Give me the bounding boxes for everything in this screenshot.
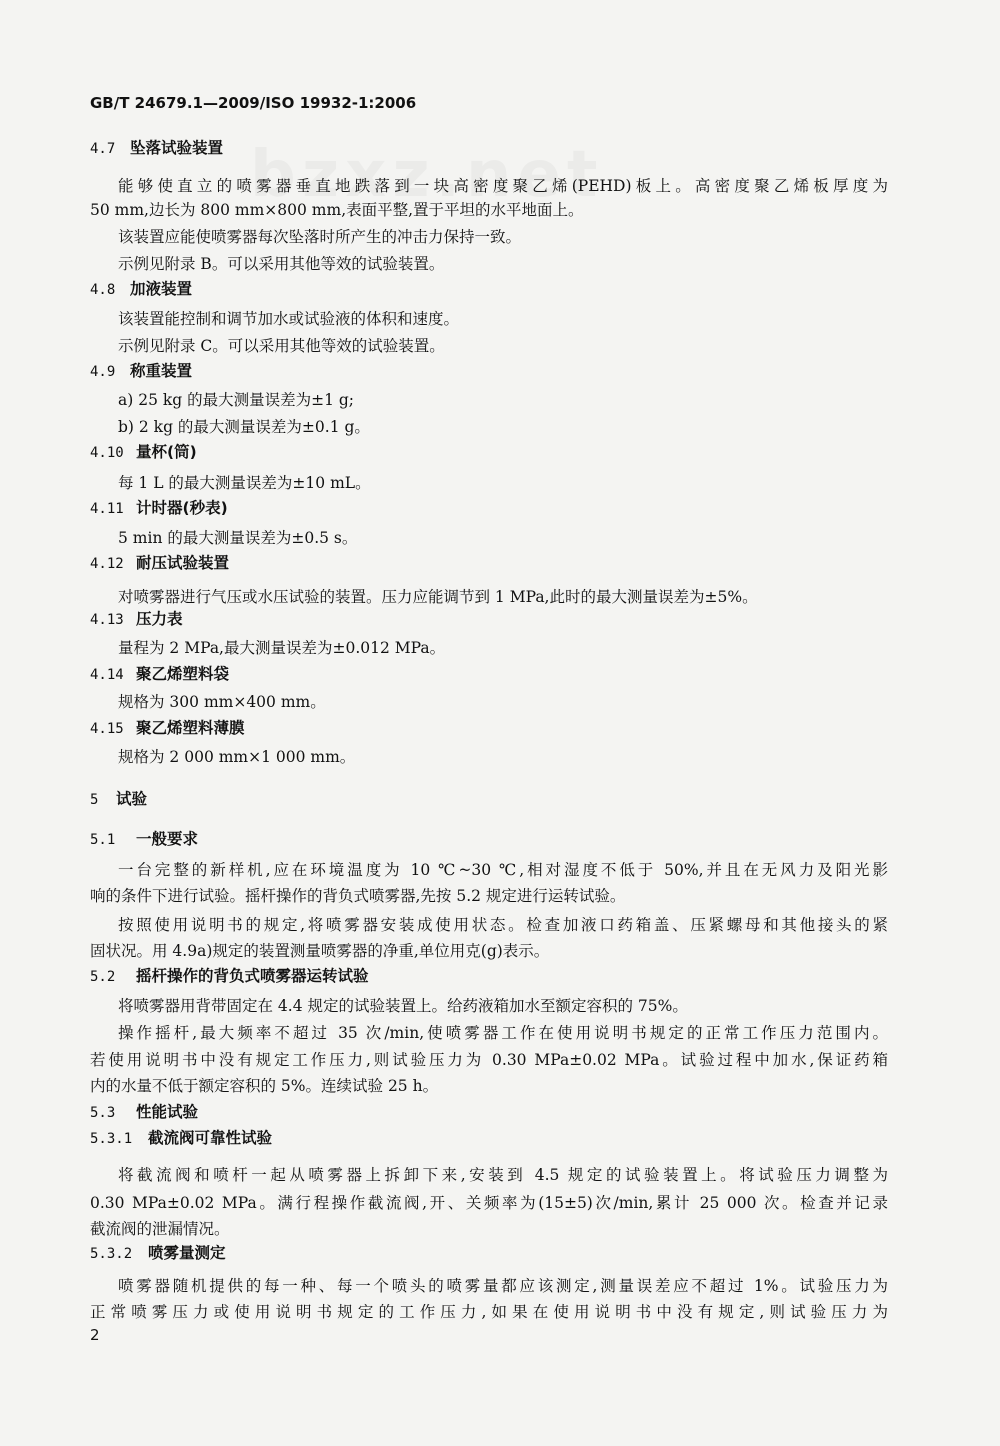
paragraph-line: 响的条件下进行试验。摇杆操作的背负式喷雾器,先按 5.2 规定进行运转试验。	[90, 887, 626, 905]
paragraph-line: 操作摇杆,最大频率不超过 35 次/min,使喷雾器工作在使用说明书规定的正常工作压力范围内。	[118, 1024, 888, 1042]
paragraph-line: 将喷雾器用背带固定在 4.4 规定的试验装置上。给药液箱加水至额定容积的 75%。	[118, 997, 688, 1015]
list-item: b) 2 kg 的最大测量误差为±0.1 g。	[118, 418, 370, 436]
section-heading: 5.2 摇杆操作的背负式喷雾器运转试验	[90, 967, 369, 985]
section-heading: 5.1 一般要求	[90, 830, 199, 848]
paragraph-line: 截流阀的泄漏情况。	[90, 1220, 230, 1238]
section-heading: 4.14 聚乙烯塑料袋	[90, 665, 230, 683]
paragraph-line: 能够使直立的喷雾器垂直地跌落到一块高密度聚乙烯(PEHD)板上。高密度聚乙烯板厚度为	[118, 177, 888, 195]
paragraph-line: 该装置应能使喷雾器每次坠落时所产生的冲击力保持一致。	[118, 228, 522, 246]
paragraph-line: 一台完整的新样机,应在环境温度为 10 ℃~30 ℃,相对湿度不低于 50%,并且在无风力及阳光影	[118, 861, 888, 879]
paragraph-line: 50 mm,边长为 800 mm×800 mm,表面平整,置于平坦的水平地面上。	[90, 201, 584, 219]
paragraph-line: 按照使用说明书的规定,将喷雾器安装成使用状态。检查加液口药箱盖、压紧螺母和其他接头的紧	[118, 916, 888, 934]
paragraph-line: 该装置能控制和调节加水或试验液的体积和速度。	[118, 310, 460, 328]
paragraph-line: 示例见附录 B。可以采用其他等效的试验装置。	[118, 255, 445, 273]
paragraph-line: 每 1 L 的最大测量误差为±10 mL。	[118, 474, 371, 492]
paragraph-line: 喷雾器随机提供的每一种、每一个喷头的喷雾量都应该测定,测量误差应不超过 1%。试验压力为	[118, 1277, 888, 1295]
paragraph-line: 规格为 2 000 mm×1 000 mm。	[118, 748, 356, 766]
section-heading: 4.15 聚乙烯塑料薄膜	[90, 719, 245, 737]
page-number: 2	[90, 1326, 100, 1344]
paragraph-line: 0.30 MPa±0.02 MPa。满行程操作截流阀,开、关频率为(15±5)次/min,累计 25 000 次。检查并记录	[90, 1194, 888, 1212]
list-item: a) 25 kg 的最大测量误差为±1 g;	[118, 391, 355, 409]
paragraph-line: 示例见附录 C。可以采用其他等效的试验装置。	[118, 337, 445, 355]
paragraph-line: 将截流阀和喷杆一起从喷雾器上拆卸下来,安装到 4.5 规定的试验装置上。将试验压力调整为	[118, 1166, 888, 1184]
section-heading: 4.12 耐压试验装置	[90, 554, 230, 572]
subsection-heading: 5.3.1 截流阀可靠性试验	[90, 1129, 273, 1147]
section-heading: 5.3 性能试验	[90, 1103, 199, 1121]
paragraph-line: 正常喷雾压力或使用说明书规定的工作压力,如果在使用说明书中没有规定,则试验压力为	[90, 1303, 888, 1321]
paragraph-line: 量程为 2 MPa,最大测量误差为±0.012 MPa。	[118, 639, 446, 657]
paragraph-line: 对喷雾器进行气压或水压试验的装置。压力应能调节到 1 MPa,此时的最大测量误差为±5%。	[118, 588, 758, 606]
paragraph-line: 规格为 300 mm×400 mm。	[118, 693, 326, 711]
paragraph-line: 内的水量不低于额定容积的 5%。连续试验 25 h。	[90, 1077, 439, 1095]
standard-header: GB/T 24679.1—2009/ISO 19932-1:2006	[90, 94, 417, 112]
section-heading: 4.9 称重装置	[90, 362, 193, 380]
paragraph-line: 5 min 的最大测量误差为±0.5 s。	[118, 529, 358, 547]
section-heading: 4.13 压力表	[90, 610, 183, 628]
subsection-heading: 5.3.2 喷雾量测定	[90, 1244, 226, 1262]
section-heading: 4.7 坠落试验装置	[90, 139, 224, 157]
paragraph-line: 固状况。用 4.9a)规定的装置测量喷雾器的净重,单位用克(g)表示。	[90, 942, 550, 960]
chapter-heading: 5 试验	[90, 790, 148, 808]
section-heading: 4.11 计时器(秒表)	[90, 499, 228, 517]
paragraph-line: 若使用说明书中没有规定工作压力,则试验压力为 0.30 MPa±0.02 MPa。试验过程中加水,保证药箱	[90, 1051, 888, 1069]
section-heading: 4.10 量杯(筒)	[90, 443, 197, 461]
section-heading: 4.8 加液装置	[90, 280, 193, 298]
